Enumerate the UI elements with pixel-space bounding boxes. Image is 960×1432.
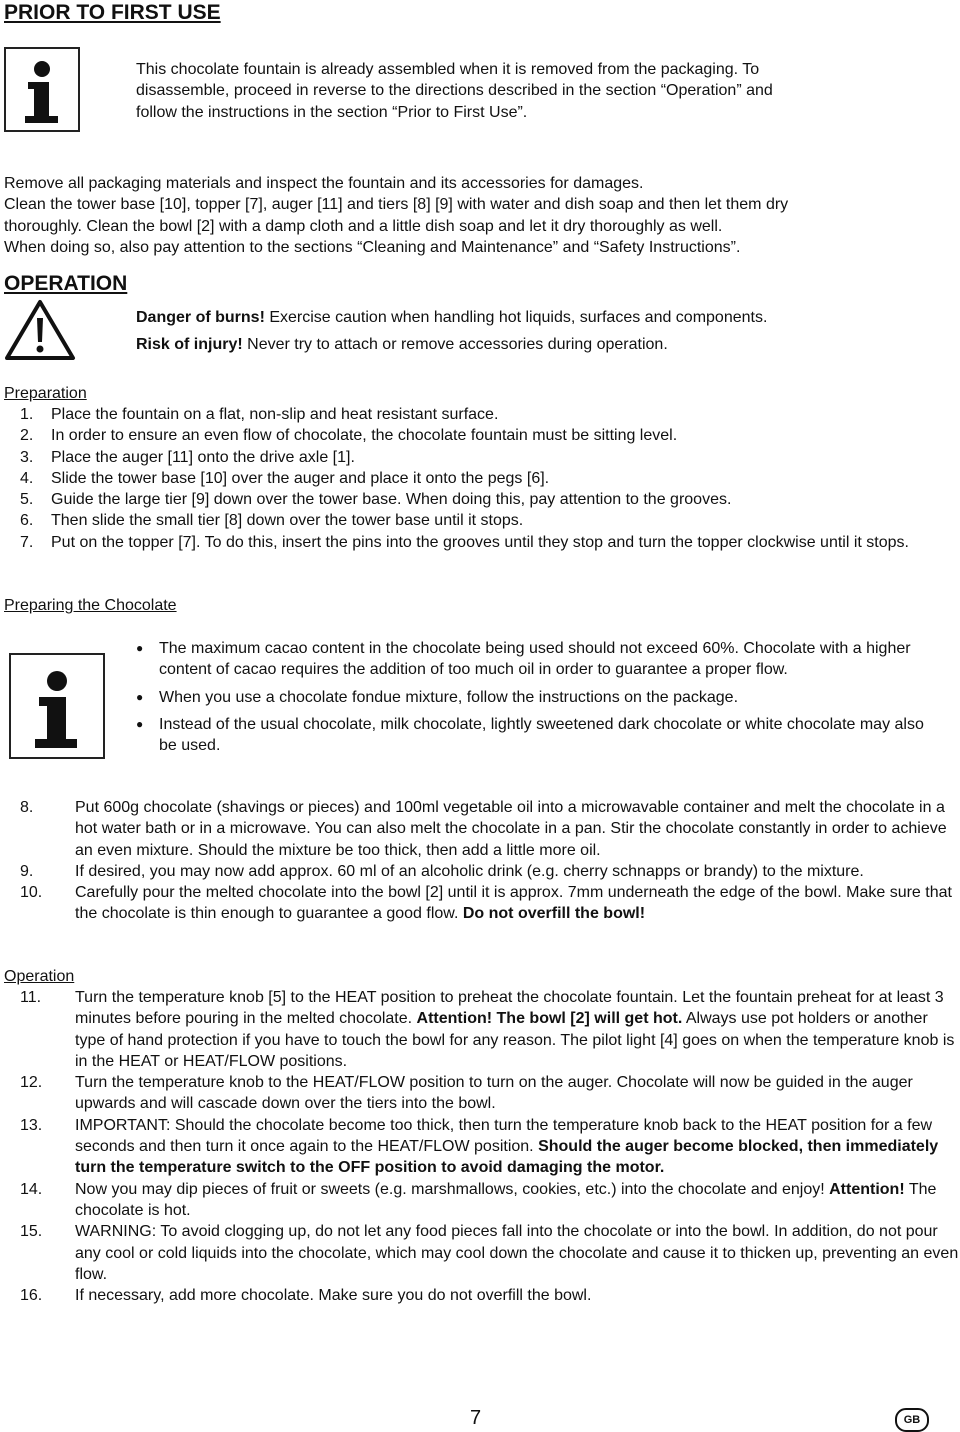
intro-line: follow the instructions in the section “Prior to First Use”. [136, 103, 528, 121]
list-item: 6. Then slide the small tier [8] down over the tower base until it stops. [20, 512, 524, 530]
preparing-chocolate-title: Preparing the Chocolate [4, 597, 177, 614]
list-item: 2. In order to ensure an even flow of chocolate, the chocolate fountain must be sitting level. [20, 427, 678, 445]
operation-heading: OPERATION [4, 272, 128, 295]
injury-warning-text: Never try to attach or remove accessories during operation. [242, 336, 668, 354]
burns-warning-label: Danger of burns! [136, 309, 265, 326]
list-item: 9. If desired, you may now add approx. 60 ml of an alcoholic drink (e.g. cherry schnapps or brandy) to the mixture. [20, 862, 864, 880]
cleaning-line: When doing so, also pay attention to the sections “Cleaning and Maintenance” and “Safety Instructions”. [4, 238, 741, 256]
intro-line: This chocolate fountain is already assembled when it is removed from the packaging. To [136, 61, 760, 78]
warning-icon [4, 298, 76, 362]
list-item: 16. If necessary, add more chocolate. Make sure you do not overfill the bowl. [20, 1287, 592, 1305]
chocolate-steps [20, 797, 960, 925]
list-item: 5. Guide the large tier [9] down over the tower base. When doing this, pay attention to the grooves. [20, 491, 732, 509]
chocolate-bullets [136, 638, 936, 762]
list-item: ● When you use a chocolate fondue mixture, follow the instructions on the package. [136, 688, 739, 706]
cleaning-line: Clean the tower base [10], topper [7], auger [11] and tiers [8] [9] with water and dish soap and then let them dry [4, 196, 789, 214]
cleaning-line: Remove all packaging materials and inspect the fountain and its accessories for damages. [4, 175, 644, 192]
injury-warning-label: Risk of injury! [136, 336, 243, 354]
page-number: 7 [470, 1407, 482, 1429]
list-item: ● Instead of the usual chocolate, milk chocolate, lightly sweetened dark chocolate or white chocolate may also be used. [136, 715, 924, 755]
list-item: 15. WARNING: To avoid clogging up, do not let any food pieces fall into the chocolate or into the bowl. In addition, do not pour any cool or cold liquids into the chocolate, which may cool down the chocolate and cause it to thicken up, preventing an even flow. [20, 1223, 959, 1283]
list-item: 8. Put 600g chocolate (shavings or pieces) and 100ml vegetable oil into a microwavable container and melt the chocolate in a hot water bath or in a microwave. You can also melt the chocolate in a pan. Stir the chocolate constantly in order to achieve an even mixture. Should the mixture be too thick, then add a little more oil. [20, 799, 947, 859]
operation-steps [20, 987, 960, 1306]
list-item: 13. IMPORTANT: Should the chocolate become too thick, then turn the temperature knob back to the HEAT position for a few seconds and then turn it once again to the HEAT/FLOW position. Should the auger become blocked, then immediately turn the temperature switch to the OFF position to avoid damaging the motor. [20, 1116, 939, 1177]
language-badge: GB [895, 1408, 929, 1432]
intro-paragraph [136, 59, 951, 123]
preparation-steps [20, 404, 950, 553]
intro-line: disassemble, proceed in reverse to the directions described in the section “Operation” and [136, 82, 773, 100]
list-item: 3. Place the auger [11] onto the drive axle [1]. [20, 448, 355, 466]
list-item: 1. Place the fountain on a flat, non-slip and heat resistant surface. [20, 406, 499, 423]
list-item: 10. Carefully pour the melted chocolate into the bowl [2] until it is approx. 7mm underneath the edge of the bowl. Make sure that the chocolate is thin enough to guarantee a good flow. Do not overfill the bowl! [20, 884, 952, 923]
prior-heading: PRIOR TO FIRST USE [4, 1, 221, 24]
info-icon [4, 47, 80, 132]
warnings-block [136, 307, 951, 356]
list-item: 4. Slide the tower base [10] over the auger and place it onto the pegs [6]. [20, 469, 550, 487]
list-item: 11. Turn the temperature knob [5] to the HEAT position to preheat the chocolate fountain. Let the fountain preheat for at least 3 minutes before pouring in the melted chocolate. Attention! The bowl [2] will get hot. Always use pot holders or another type of hand protection if you have to touch the bowl for any reason. The pilot light [4] goes on when the temperature knob is in the HEAT or HEAT/FLOW positions. [20, 989, 955, 1070]
info-icon [9, 653, 105, 759]
burns-warning-text: Exercise caution when handling hot liquids, surfaces and components. [264, 309, 768, 326]
list-item: 7. Put on the topper [7]. To do this, insert the pins into the grooves until they stop and turn the topper clockwise until it stops. [20, 533, 909, 551]
list-item: 14. Now you may dip pieces of fruit or sweets (e.g. marshmallows, cookies, etc.) into the chocolate and enjoy! Attention! The chocolate is hot. [20, 1180, 937, 1219]
preparation-title: Preparation [4, 385, 87, 402]
operation-title: Operation [4, 968, 75, 985]
cleaning-paragraph [4, 173, 954, 258]
list-item: ● The maximum cacao content in the chocolate being used should not exceed 60%. Chocolate with a higher content of cacao requires the addition of too much oil in order to guarantee a proper flow. [136, 640, 911, 679]
cleaning-line: thoroughly. Clean the bowl [2] with a damp cloth and a little dish soap and let it dry thoroughly as well. [4, 217, 723, 235]
list-item: 12. Turn the temperature knob to the HEAT/FLOW position to turn on the auger. Chocolate will now be guided in the auger upwards and will cascade down over the tiers into the bowl. [20, 1074, 913, 1113]
